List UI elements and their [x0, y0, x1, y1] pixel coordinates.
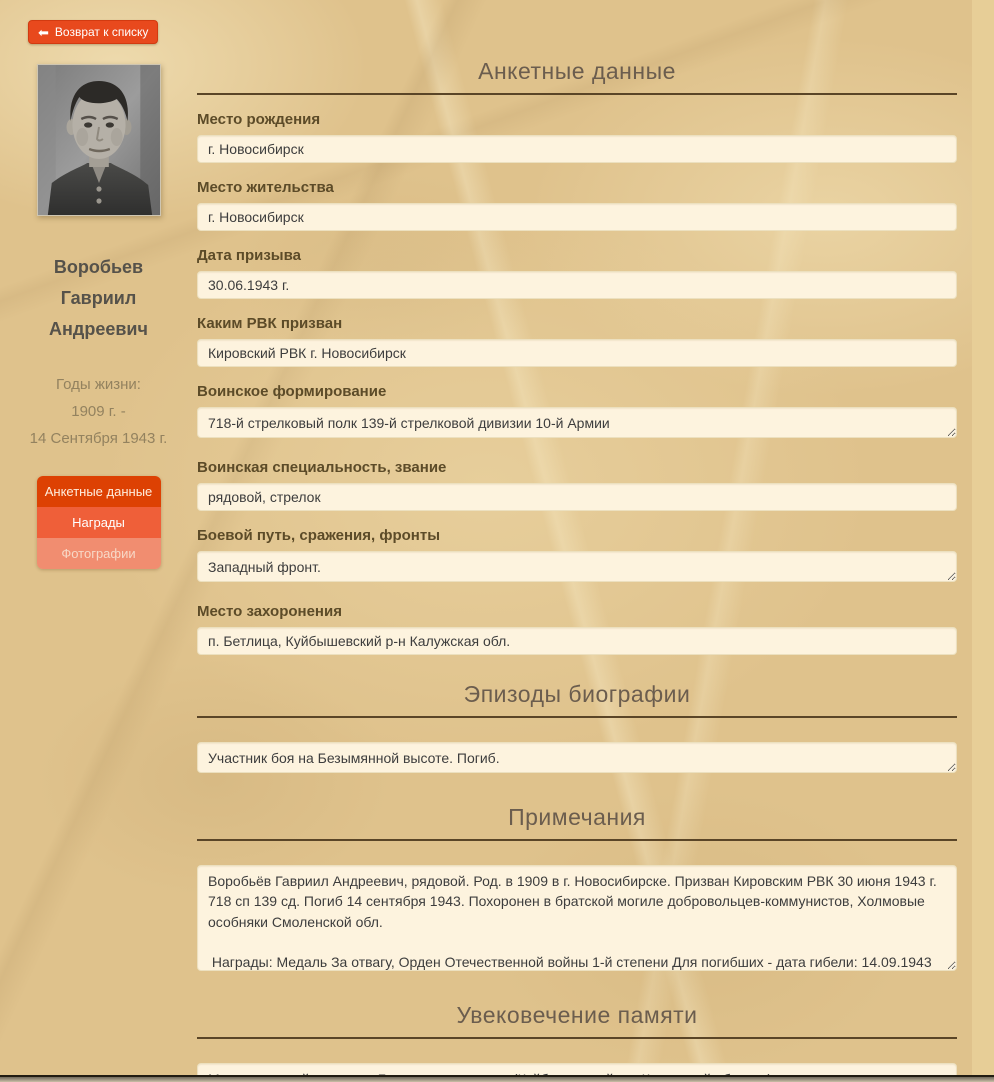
back-to-list-label: Возврат к списку — [54, 25, 149, 39]
person-patronymic: Андреевич — [49, 318, 148, 339]
field-burial-place — [197, 603, 957, 655]
field-combat-path-label: Боевой путь, сражения, фронты — [197, 527, 441, 544]
person-surname: Воробьев — [53, 257, 144, 277]
field-residence-input[interactable] — [197, 203, 957, 231]
menu-item-photos[interactable]: Фотографии — [37, 538, 161, 569]
sidebar-menu — [37, 476, 161, 569]
divider — [197, 716, 957, 718]
life-years — [0, 371, 197, 452]
field-military-unit — [197, 383, 957, 443]
field-burial-place-label: Место захоронения — [197, 603, 342, 620]
episodes-textarea[interactable] — [197, 742, 957, 773]
person-name — [0, 252, 197, 345]
person-firstname: Гавриил — [60, 287, 137, 308]
field-combat-path — [197, 527, 957, 587]
field-draft-date-label: Дата призыва — [197, 247, 301, 264]
notes-textarea[interactable] — [197, 865, 957, 971]
section-title-memory: Увековечение памяти — [456, 1002, 698, 1028]
section-title-episodes: Эпизоды биографии — [463, 681, 691, 707]
field-draft-office-label: Каким РВК призван — [197, 315, 343, 332]
field-draft-office-input[interactable] — [197, 339, 957, 367]
field-specialty-rank-input[interactable] — [197, 483, 957, 511]
divider — [197, 1037, 957, 1039]
menu-item-profile[interactable]: Анкетные данные — [37, 476, 161, 507]
portrait-photo[interactable] — [37, 64, 161, 216]
back-to-list-button[interactable] — [28, 20, 158, 44]
birth-year: 1909 г. - — [71, 402, 126, 420]
field-specialty-rank — [197, 459, 957, 511]
field-military-unit-label: Воинское формирование — [197, 383, 387, 400]
field-birthplace-input[interactable] — [197, 135, 957, 163]
menu-item-awards[interactable]: Награды — [37, 507, 161, 538]
field-military-unit-textarea[interactable] — [197, 407, 957, 438]
field-draft-date-input[interactable] — [197, 271, 957, 299]
field-combat-path-textarea[interactable] — [197, 551, 957, 582]
divider — [197, 839, 957, 841]
life-years-label: Годы жизни: — [56, 375, 141, 393]
section-title-notes: Примечания — [508, 804, 646, 830]
footer-bar — [0, 1075, 994, 1082]
field-residence-label: Место жительства — [197, 179, 334, 196]
sidebar — [0, 0, 197, 1082]
field-burial-place-input[interactable] — [197, 627, 957, 655]
field-draft-date — [197, 247, 957, 299]
divider — [197, 93, 957, 95]
field-birthplace — [197, 111, 957, 163]
field-residence — [197, 179, 957, 231]
field-birthplace-label: Место рождения — [197, 111, 321, 128]
death-date: 14 Сентября 1943 г. — [29, 429, 168, 447]
section-title-profile: Анкетные данные — [478, 58, 676, 84]
left-arrow-icon: ⬅ — [38, 24, 49, 40]
field-draft-office — [197, 315, 957, 367]
field-specialty-rank-label: Воинская специальность, звание — [197, 459, 447, 476]
main-content — [197, 0, 972, 1082]
